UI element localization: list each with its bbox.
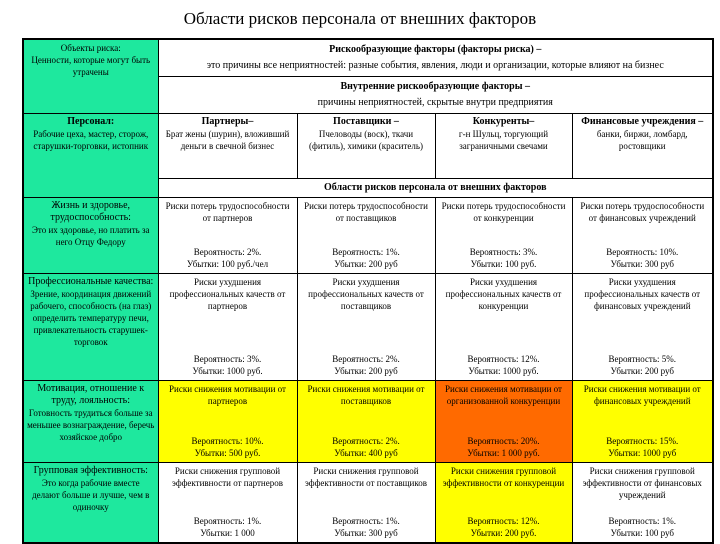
risk-object	[23, 274, 158, 381]
internal-header	[158, 77, 713, 114]
risk-name: Риски снижения мотивации от партнеров	[169, 384, 286, 406]
factors-text: это причины все неприятностей: разные события, явления, люди и организации, которые влияют на бизнес	[206, 60, 664, 71]
risk-loss: Убытки: 1 000 руб.	[467, 448, 540, 458]
risk-cell	[435, 274, 572, 381]
risk-name: Риски снижения групповой эффективности от финансовых учреждений	[582, 466, 702, 500]
source-0	[158, 114, 297, 179]
objects-text: Ценности, которые могут быть утрачены	[31, 55, 151, 77]
risk-probability: Вероятность: 2%.	[332, 354, 400, 364]
risk-loss: Убытки: 500 руб.	[194, 448, 261, 458]
risk-loss: Убытки: 100 руб./чел	[186, 259, 269, 269]
risk-cell	[572, 198, 713, 274]
risk-name: Риски снижения групповой эффективности от партнеров	[172, 466, 283, 488]
source-title: Финансовые учреждения –	[581, 116, 704, 127]
object-text: Это их здоровье, но платить за него Отцу Федору	[31, 225, 150, 247]
table-row	[23, 198, 713, 274]
risk-object	[23, 463, 158, 543]
risk-loss: Убытки: 400 руб	[334, 448, 398, 458]
source-text: Пчеловоды (воск), ткачи (фитиль), химики (краситель)	[309, 129, 423, 151]
personnel-cell	[23, 114, 158, 198]
risk-name: Риски ухудшения профессиональных качеств от финансовых учреждений	[584, 277, 701, 311]
source-text: г-н Шульц, торгующий заграничными свечами	[458, 129, 549, 151]
internal-title: Внутренние рискообразующие факторы –	[340, 81, 531, 92]
object-text: Это когда рабочие вместе делают больше и лучше, чем в одиночку	[32, 478, 150, 512]
risk-name: Риски снижения мотивации от организованной конкуренции	[445, 384, 562, 406]
objects-title: Объекты риска:	[60, 43, 121, 53]
risk-name: Риски снижения групповой эффективности от конкуренции	[442, 466, 565, 488]
risk-name: Риски потерь трудоспособности от финансовых учреждений	[580, 201, 705, 223]
table-row	[23, 463, 713, 543]
risk-probability: Вероятность: 1%.	[332, 247, 400, 257]
risk-loss: Убытки: 200 руб	[334, 259, 398, 269]
object-title: Мотивация, отношение к труду, лояльность:	[37, 383, 145, 406]
risk-name: Риски потерь трудоспособности от поставщиков	[304, 201, 428, 223]
risk-probability: Вероятность: 1%.	[332, 516, 400, 526]
risk-probability: Вероятность: 15%.	[606, 436, 679, 446]
risk-probability: Вероятность: 3%.	[193, 354, 262, 364]
risk-cell	[572, 463, 713, 543]
risk-cell	[297, 463, 435, 543]
source-text: Брат жены (шурин), вложивший деньги в свечной бизнес	[165, 129, 290, 151]
risk-object	[23, 381, 158, 463]
object-title: Жизнь и здоровье, трудоспособность:	[50, 200, 131, 223]
risk-cell	[158, 274, 297, 381]
risk-probability: Вероятность: 3%.	[469, 247, 538, 257]
risk-probability: Вероятность: 12%.	[467, 516, 540, 526]
source-text: банки, биржи, ломбард, ростовщики	[596, 129, 688, 151]
source-3	[572, 114, 713, 179]
risk-loss: Убытки: 300 руб	[334, 528, 398, 538]
risk-name: Риски ухудшения профессиональных качеств от партнеров	[169, 277, 286, 311]
internal-text: причины неприятностей, скрытые внутри предприятия	[317, 97, 553, 108]
risk-name: Риски потерь трудоспособности от партнеров	[165, 201, 290, 223]
risk-probability: Вероятность: 10%.	[606, 247, 679, 257]
object-title: Профессиональные качества:	[28, 276, 154, 287]
source-2	[435, 114, 572, 179]
risk-probability: Вероятность: 20%.	[467, 436, 540, 446]
risk-loss: Убытки: 200 руб.	[470, 528, 537, 538]
risk-loss: Убытки: 200 руб	[610, 366, 674, 376]
risk-cell	[158, 463, 297, 543]
table-row	[23, 274, 713, 381]
risk-probability: Вероятность: 2%.	[332, 436, 400, 446]
risk-cell	[572, 381, 713, 463]
risk-loss: Убытки: 100 руб.	[470, 259, 537, 269]
source-title: Поставщики –	[333, 116, 399, 127]
risk-loss: Убытки: 100 руб	[610, 528, 674, 538]
object-text: Зрение, координация движений рабочего, способность (на глаз) определить температуру печи, привлекательность старушек-торговок	[30, 289, 152, 347]
risk-cell	[435, 463, 572, 543]
risk-name: Риски ухудшения профессиональных качеств от конкуренции	[445, 277, 562, 311]
risk-probability: Вероятность: 5%.	[608, 354, 676, 364]
risk-probability: Вероятность: 12%.	[467, 354, 540, 364]
risk-probability: Вероятность: 2%.	[193, 247, 262, 257]
table-row	[23, 381, 713, 463]
risk-cell	[435, 198, 572, 274]
risk-table	[22, 38, 714, 544]
page-title: Области рисков персонала от внешних факторов	[183, 9, 537, 28]
personnel-text: Рабочие цеха, мастер, сторож, старушки-торговки, истопник	[33, 129, 149, 151]
risk-name: Риски снижения групповой эффективности от поставщиков	[304, 466, 427, 488]
risk-loss: Убытки: 1 000	[200, 528, 255, 538]
risk-object	[23, 198, 158, 274]
object-text: Готовность трудиться больше за меньшее вознаграждение, беречь хозяйское добро	[27, 408, 155, 442]
risk-cell	[297, 198, 435, 274]
risk-name: Риски ухудшения профессиональных качеств от поставщиков	[308, 277, 424, 311]
risk-probability: Вероятность: 1%.	[608, 516, 676, 526]
risk-loss: Убытки: 1000 руб.	[468, 366, 539, 376]
risk-cell	[158, 198, 297, 274]
factors-header	[158, 39, 713, 77]
source-title: Партнеры–	[201, 116, 254, 127]
factors-title: Рискообразующие факторы (факторы риска) –	[329, 44, 542, 55]
risk-loss: Убытки: 1000 руб.	[192, 366, 263, 376]
object-title: Групповая эффективность:	[33, 465, 148, 476]
risk-name: Риски снижения мотивации от финансовых учреждений	[583, 384, 701, 406]
risk-loss: Убытки: 1000 руб	[608, 448, 677, 458]
risk-name: Риски снижения мотивации от поставщиков	[307, 384, 425, 406]
risk-loss: Убытки: 300 руб	[610, 259, 674, 269]
objects-header	[23, 39, 158, 114]
personnel-title: Персонал:	[67, 116, 115, 127]
risk-loss: Убытки: 200 руб	[334, 366, 398, 376]
areas-title: Области рисков персонала от внешних факторов	[158, 179, 713, 198]
risk-name: Риски потерь трудоспособности от конкуренции	[441, 201, 566, 223]
risk-probability: Вероятность: 10%.	[191, 436, 264, 446]
source-1	[297, 114, 435, 179]
risk-cell	[158, 381, 297, 463]
risk-cell	[435, 381, 572, 463]
risk-probability: Вероятность: 1%.	[193, 516, 262, 526]
risk-cell	[297, 381, 435, 463]
risk-cell	[572, 274, 713, 381]
source-title: Конкуренты–	[472, 116, 535, 127]
risk-cell	[297, 274, 435, 381]
